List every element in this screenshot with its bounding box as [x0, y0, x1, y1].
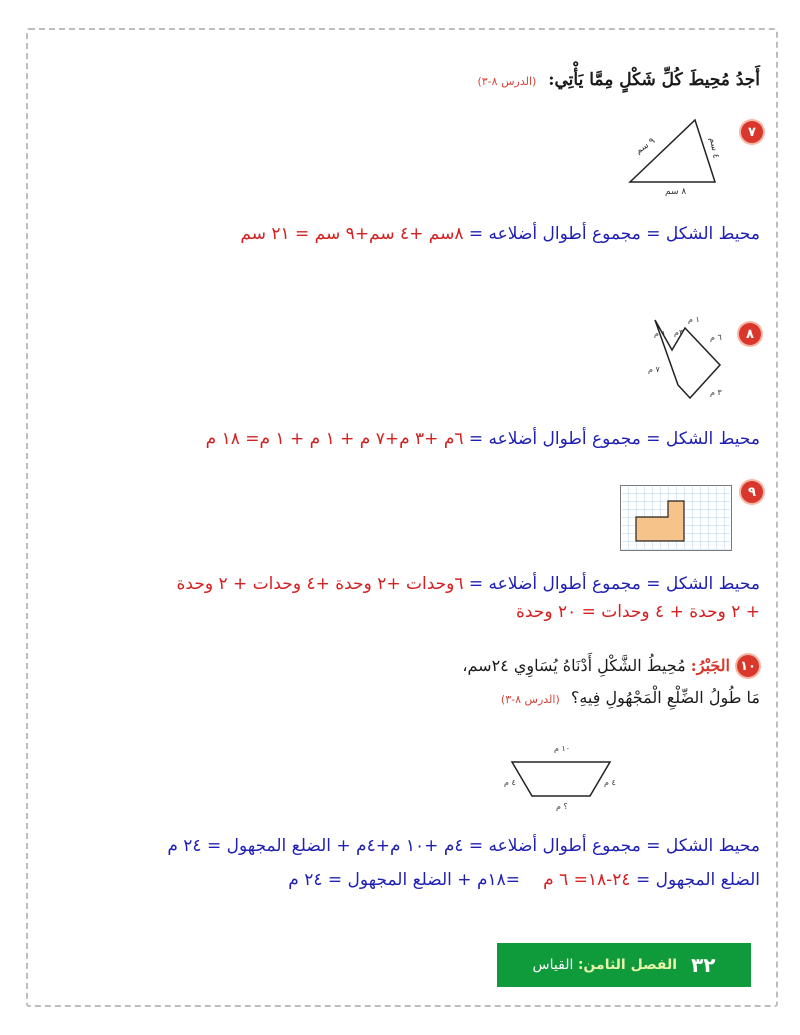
label-c: ٧ م [648, 365, 660, 374]
triangle-figure [610, 112, 740, 197]
answer-10-line2b-prefix: الضلع المجهول = [630, 870, 760, 890]
label-a: ٣م [674, 328, 684, 337]
exercise-heading [477, 70, 760, 90]
trapezoid-figure [500, 738, 630, 813]
label-right: ٤ م [604, 778, 616, 787]
answer-10-line2b [80, 868, 760, 892]
label-left: ٤ م [504, 778, 516, 787]
answer-8 [206, 427, 760, 451]
label-side: ٤ سم [707, 136, 721, 160]
label-hyp: ٩ سم [633, 136, 658, 157]
lesson-ref: (الدرس ٨-٣) [477, 75, 537, 88]
heading-text: أَجدُ مُحِيطَ كُلِّ شَكْلٍ مِمَّا يَأْتِي: [548, 70, 760, 90]
label-b: ٦ م [710, 333, 722, 342]
answer-8-result: ٦م +٣ م+٧ م + ١ م + ١ م= ١٨ م [205, 429, 464, 449]
label-d: ٣ م [710, 388, 722, 397]
chapter-title: القياس [532, 957, 574, 973]
question-10-line2 [501, 688, 760, 707]
question-10-line1 [462, 656, 730, 675]
label-base: ٨ سم [665, 187, 687, 197]
question-9-badge: ٩ [741, 481, 763, 503]
answer-10-line2b-result: ٢٤-١٨= ٦ م [543, 870, 631, 890]
quadrilateral-figure [640, 310, 740, 405]
label-f: ١ م [688, 315, 700, 324]
chapter-label [533, 957, 677, 973]
grid-figure [620, 485, 732, 551]
answer-9-line1: ٦وحدات +٢ وحدة +٤ وحدات + ٢ وحدة [176, 574, 464, 594]
question-10-text1: مُحِيطُ الشَّكْلِ أَدْنَاهُ يُسَاوِي ٢٤سم، [462, 656, 686, 675]
answer-9-line2: + ٢ وحدة + ٤ وحدات = ٢٠ وحدة [516, 602, 760, 622]
question-10-text2: مَا طُولُ الضِّلْعِ الْمَجْهُولِ فِيهِ؟ [570, 688, 760, 707]
answer-8-prefix: محيط الشكل = مجموع أطوال أضلاعه = [463, 429, 760, 449]
answer-10-line1: محيط الشكل = مجموع أطوال أضلاعه = ٤م +١٠ م+٤م + الضلع المجهول = ٢٤ م [167, 836, 760, 856]
question-7-badge: ٧ [741, 121, 763, 143]
answer-10-line2a: =١٨م + الضلع المجهول = ٢٤ م [288, 870, 520, 890]
label-e: ١ م [654, 329, 666, 338]
question-10-lesson: (الدرس ٨-٣) [500, 693, 560, 706]
label-bottom: ؟ م [556, 802, 568, 811]
label-top: ١٠ م [554, 744, 571, 753]
answer-9-prefix: محيط الشكل = مجموع أطوال أضلاعه = [463, 574, 760, 594]
chapter-name: الفصل الثامن: [577, 957, 678, 973]
answer-9 [177, 572, 760, 596]
page-number: ٣٢ [691, 953, 716, 977]
algebra-label: الجَبْرُ: [690, 656, 730, 675]
chapter-footer [497, 943, 751, 987]
question-8-badge: ٨ [739, 323, 761, 345]
answer-7 [240, 222, 760, 246]
answer-7-prefix: محيط الشكل = مجموع أطوال أضلاعه = [463, 224, 760, 244]
question-10-badge: ١٠ [737, 655, 759, 677]
answer-7-result: ٨سم +٤ سم+٩ سم = ٢١ سم [240, 224, 464, 244]
